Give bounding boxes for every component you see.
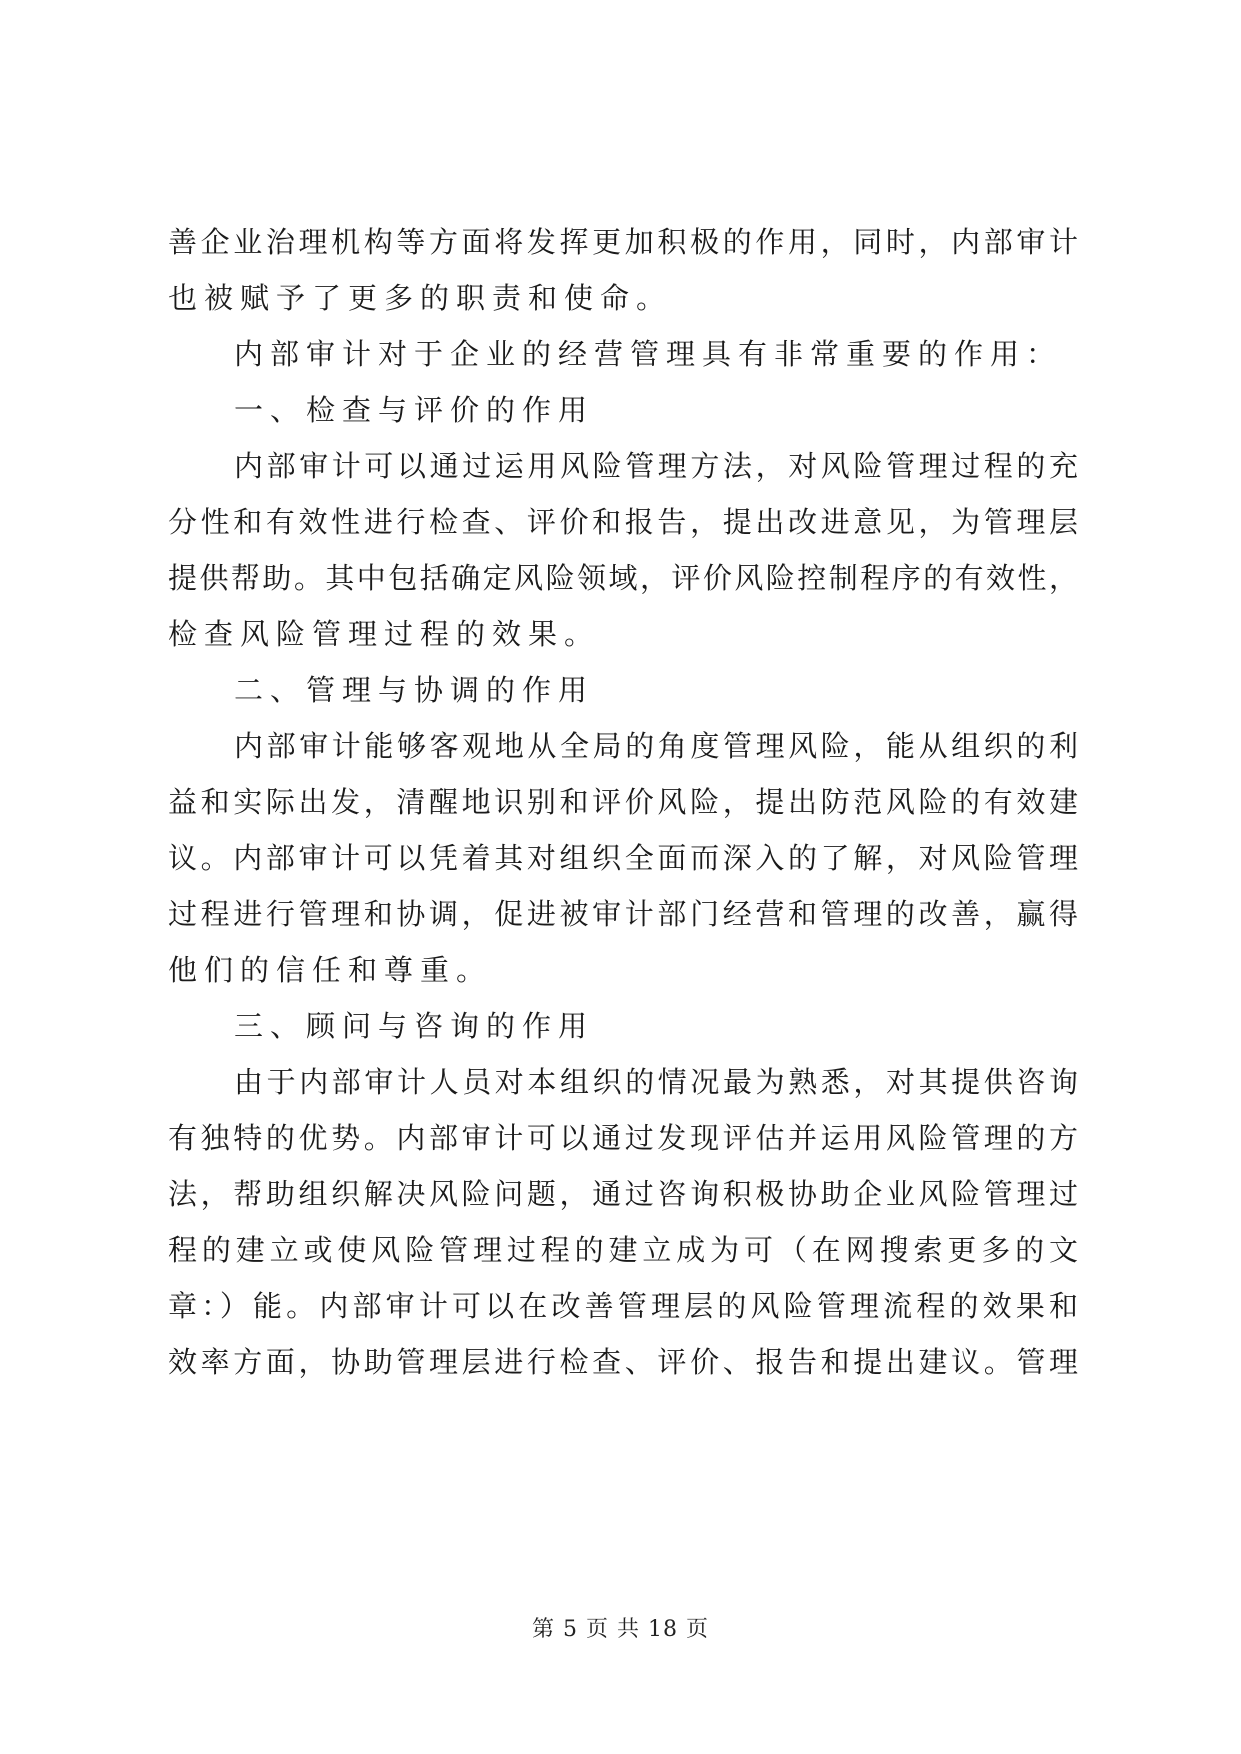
section-heading: 三、顾问与咨询的作用 [234, 1009, 595, 1043]
text-line: 分性和有效性进行检查、评价和报告，提出改进意见，为管理层 [168, 505, 1078, 539]
page-number-footer: 第 5 页 共 18 页 [532, 1617, 709, 1642]
text-line: 章：）能。内部审计可以在改善管理层的风险管理流程的效果和 [168, 1289, 1078, 1323]
text-line: 有独特的优势。内部审计可以通过发现评估并运用风险管理的方 [168, 1121, 1078, 1155]
text-line: 也被赋予了更多的职责和使命。 [168, 281, 673, 315]
text-line: 提供帮助。其中包括确定风险领域，评价风险控制程序的有效性， [168, 561, 1078, 595]
text-line: 他们的信任和尊重。 [168, 953, 493, 987]
text-line: 益和实际出发，清醒地识别和评价风险，提出防范风险的有效建 [168, 785, 1078, 819]
text-line: 由于内部审计人员对本组织的情况最为熟悉，对其提供咨询 [234, 1065, 1078, 1099]
text-line: 善企业治理机构等方面将发挥更加积极的作用，同时，内部审计 [168, 225, 1078, 259]
text-line: 内部审计对于企业的经营管理具有非常重要的作用： [234, 337, 1063, 371]
section-heading: 一、检查与评价的作用 [234, 393, 595, 427]
section-heading: 二、管理与协调的作用 [234, 673, 595, 707]
text-line: 议。内部审计可以凭着其对组织全面而深入的了解，对风险管理 [168, 841, 1078, 875]
text-line: 过程进行管理和协调，促进被审计部门经营和管理的改善，赢得 [168, 897, 1078, 931]
text-line: 程的建立或使风险管理过程的建立成为可（在网搜索更多的文 [168, 1233, 1078, 1267]
text-line: 检查风险管理过程的效果。 [168, 617, 601, 651]
text-line: 法，帮助组织解决风险问题，通过咨询积极协助企业风险管理过 [168, 1177, 1078, 1211]
text-line: 内部审计可以通过运用风险管理方法，对风险管理过程的充 [234, 449, 1078, 483]
text-line: 效率方面，协助管理层进行检查、评价、报告和提出建议。管理 [168, 1345, 1078, 1379]
text-line: 内部审计能够客观地从全局的角度管理风险，能从组织的利 [234, 729, 1078, 763]
